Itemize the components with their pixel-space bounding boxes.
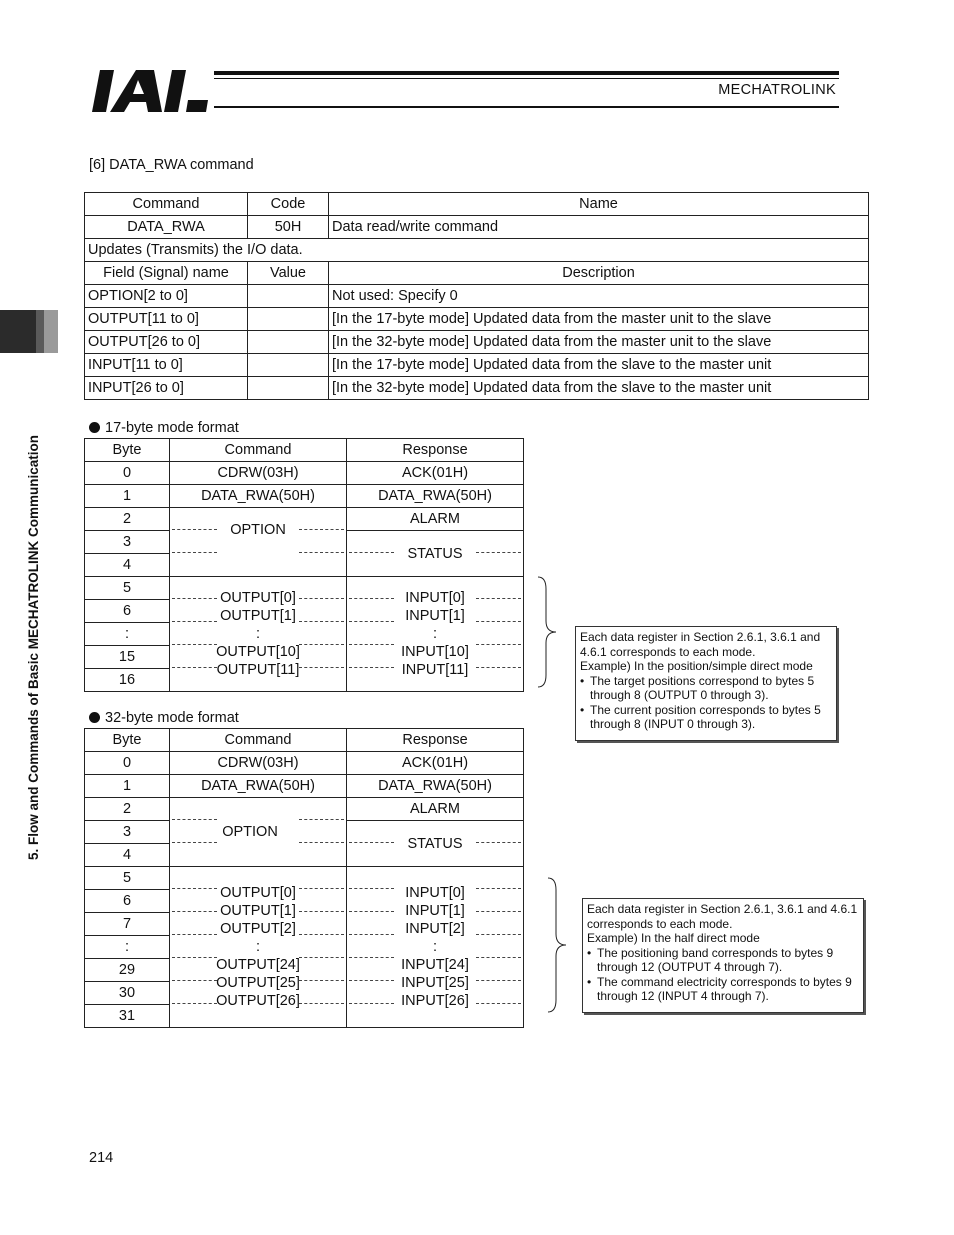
section-title: [6] DATA_RWA command xyxy=(89,157,254,173)
divider-dash xyxy=(172,957,217,958)
byte-cell: : xyxy=(85,936,170,959)
output-block xyxy=(170,867,347,1028)
brace-icon xyxy=(546,876,570,1014)
command-cell: CDRW(03H) xyxy=(170,752,347,775)
chapter-tab-light xyxy=(44,310,58,353)
divider-dash xyxy=(476,934,521,935)
byte-cell: 29 xyxy=(85,959,170,982)
divider-dash xyxy=(299,888,344,889)
header-byte: Byte xyxy=(85,439,170,462)
input-item: INPUT[0] xyxy=(405,590,465,606)
command-cell: DATA_RWA(50H) xyxy=(170,485,347,508)
divider-dash xyxy=(476,552,521,553)
divider-dash xyxy=(172,934,217,935)
header-label: MECHATROLINK xyxy=(718,82,836,98)
header-byte: Byte xyxy=(85,729,170,752)
divider-dash xyxy=(172,842,217,843)
table-row xyxy=(85,354,869,377)
divider-dash xyxy=(172,667,217,668)
option-cell xyxy=(170,798,347,867)
option-cell xyxy=(170,508,347,577)
byte-cell: 31 xyxy=(85,1005,170,1028)
input-item: INPUT[25] xyxy=(401,975,469,991)
byte-cell: 2 xyxy=(85,508,170,531)
field-description: [In the 32-byte mode] Updated data from the slave to the master unit xyxy=(329,377,869,400)
field-description: Not used: Specify 0 xyxy=(329,285,869,308)
byte-cell: 2 xyxy=(85,798,170,821)
divider-dash xyxy=(299,598,344,599)
header-rule-bottom xyxy=(214,106,839,108)
note-line: Each data register in Section 2.6.1, 3.6.1 and 4.6.1 corresponds to each mode. xyxy=(580,630,821,659)
chapter-tab-shade xyxy=(36,310,44,353)
divider-dash xyxy=(349,667,394,668)
format32-title xyxy=(89,710,239,726)
option-label: OPTION xyxy=(230,522,286,538)
field-name: INPUT[11 to 0] xyxy=(85,354,248,377)
bullet-icon xyxy=(89,422,100,433)
header-code: Code xyxy=(248,193,329,216)
output-item: OUTPUT[0] xyxy=(220,885,296,901)
byte-cell: 15 xyxy=(85,646,170,669)
field-value xyxy=(248,377,329,400)
byte-cell: 1 xyxy=(85,485,170,508)
status-label: STATUS xyxy=(407,835,463,852)
divider-dash xyxy=(349,598,394,599)
divider-dash xyxy=(349,934,394,935)
header-rule-thin xyxy=(214,78,839,79)
divider-dash xyxy=(172,980,217,981)
byte-cell: 6 xyxy=(85,890,170,913)
output-item: OUTPUT[0] xyxy=(220,590,296,606)
output-item: OUTPUT[1] xyxy=(220,608,296,624)
header-response: Response xyxy=(347,439,524,462)
command-cell: DATA_RWA(50H) xyxy=(170,775,347,798)
field-name: OUTPUT[26 to 0] xyxy=(85,331,248,354)
note-list xyxy=(580,674,832,732)
divider-dash xyxy=(349,888,394,889)
note-bullet: • The current position corresponds to bytes 5 through 8 (INPUT 0 through 3). xyxy=(590,703,832,732)
note-line: Example) In the half direct mode xyxy=(587,931,760,945)
header-name: Name xyxy=(329,193,869,216)
status-cell xyxy=(347,821,524,867)
byte-cell: 5 xyxy=(85,867,170,890)
table-row xyxy=(85,331,869,354)
byte-cell: 4 xyxy=(85,554,170,577)
divider-dash xyxy=(299,1003,344,1004)
header-description: Description xyxy=(329,262,869,285)
output-block xyxy=(170,577,347,692)
response-cell: DATA_RWA(50H) xyxy=(347,775,524,798)
divider-dash xyxy=(299,934,344,935)
field-value xyxy=(248,331,329,354)
alarm-cell: ALARM xyxy=(347,508,524,531)
divider-dash xyxy=(476,644,521,645)
input-item: INPUT[1] xyxy=(405,608,465,624)
output-item: OUTPUT[2] xyxy=(220,921,296,937)
command-table xyxy=(84,192,869,400)
output-item: OUTPUT[25] xyxy=(216,975,300,991)
output-item: OUTPUT[10] xyxy=(216,644,300,660)
byte-cell: 0 xyxy=(85,752,170,775)
chapter-side-title: 5. Flow and Commands of Basic MECHATROLINK Communication xyxy=(26,434,41,860)
chapter-tab-marker xyxy=(0,310,36,353)
divider-dash xyxy=(476,667,521,668)
input-item: INPUT[26] xyxy=(401,993,469,1009)
divider-dash xyxy=(299,980,344,981)
divider-dash xyxy=(476,598,521,599)
byte-cell: 7 xyxy=(85,913,170,936)
divider-dash xyxy=(476,842,521,843)
input-item: INPUT[24] xyxy=(401,957,469,973)
note-bullet: • The positioning band corresponds to bytes 9 through 12 (OUTPUT 4 through 7). xyxy=(597,946,859,975)
format17-table xyxy=(84,438,524,692)
divider-dash xyxy=(349,552,394,553)
byte-cell: 5 xyxy=(85,577,170,600)
input-block xyxy=(347,577,524,692)
divider-dash xyxy=(349,842,394,843)
byte-cell: 0 xyxy=(85,462,170,485)
field-value xyxy=(248,354,329,377)
byte-cell: 4 xyxy=(85,844,170,867)
header-command: Command xyxy=(170,439,347,462)
byte-cell: : xyxy=(85,623,170,646)
note-list xyxy=(587,946,859,1004)
header-command: Command xyxy=(85,193,248,216)
divider-dash xyxy=(349,621,394,622)
field-name: OPTION[2 to 0] xyxy=(85,285,248,308)
divider-dash xyxy=(349,957,394,958)
option-label: OPTION xyxy=(222,824,278,840)
input-item: INPUT[2] xyxy=(405,921,465,937)
input-item: INPUT[11] xyxy=(401,662,469,678)
divider-dash xyxy=(476,957,521,958)
divider-dash xyxy=(172,911,217,912)
table-row xyxy=(85,377,869,400)
divider-dash xyxy=(172,1003,217,1004)
header-rule-thick xyxy=(214,71,839,75)
divider-dash xyxy=(172,598,217,599)
command-summary: Updates (Transmits) the I/O data. xyxy=(85,239,869,262)
field-name: OUTPUT[11 to 0] xyxy=(85,308,248,331)
field-name: INPUT[26 to 0] xyxy=(85,377,248,400)
field-value xyxy=(248,308,329,331)
status-label: STATUS xyxy=(407,545,463,562)
output-item: : xyxy=(255,626,261,642)
divider-dash xyxy=(299,644,344,645)
format32-table xyxy=(84,728,524,1028)
divider-dash xyxy=(299,819,344,820)
command-cell: DATA_RWA xyxy=(85,216,248,239)
divider-dash xyxy=(172,621,217,622)
output-item: OUTPUT[1] xyxy=(220,903,296,919)
divider-dash xyxy=(349,911,394,912)
header-value: Value xyxy=(248,262,329,285)
byte-cell: 3 xyxy=(85,531,170,554)
field-value xyxy=(248,285,329,308)
note-bullet: • The command electricity corresponds to bytes 9 through 12 (INPUT 4 through 7). xyxy=(597,975,859,1004)
byte-cell: 6 xyxy=(85,600,170,623)
byte-cell: 30 xyxy=(85,982,170,1005)
header-response: Response xyxy=(347,729,524,752)
divider-dash xyxy=(172,529,217,530)
input-item: INPUT[1] xyxy=(405,903,465,919)
divider-dash xyxy=(299,842,344,843)
divider-dash xyxy=(299,552,344,553)
divider-dash xyxy=(172,888,217,889)
divider-dash xyxy=(476,1003,521,1004)
input-block xyxy=(347,867,524,1028)
table-row xyxy=(85,285,869,308)
command-cell: CDRW(03H) xyxy=(170,462,347,485)
divider-dash xyxy=(476,621,521,622)
byte-cell: 16 xyxy=(85,669,170,692)
format17-title xyxy=(89,420,239,436)
note-32byte xyxy=(582,898,864,1013)
divider-dash xyxy=(299,621,344,622)
input-item: : xyxy=(432,939,438,955)
brace-icon xyxy=(536,575,560,690)
input-item: INPUT[0] xyxy=(405,885,465,901)
header-field-name: Field (Signal) name xyxy=(85,262,248,285)
header-command: Command xyxy=(170,729,347,752)
divider-dash xyxy=(349,980,394,981)
divider-dash xyxy=(299,529,344,530)
output-item: OUTPUT[26] xyxy=(216,993,300,1009)
output-item: OUTPUT[11] xyxy=(216,662,300,678)
response-cell: DATA_RWA(50H) xyxy=(347,485,524,508)
response-cell: ACK(01H) xyxy=(347,752,524,775)
divider-dash xyxy=(476,888,521,889)
divider-dash xyxy=(349,644,394,645)
note-line: Example) In the position/simple direct mode xyxy=(580,659,813,673)
output-item: OUTPUT[24] xyxy=(216,957,300,973)
divider-dash xyxy=(172,552,217,553)
divider-dash xyxy=(172,819,217,820)
divider-dash xyxy=(299,911,344,912)
output-item: : xyxy=(255,939,261,955)
status-cell xyxy=(347,531,524,577)
name-cell: Data read/write command xyxy=(329,216,869,239)
bullet-icon xyxy=(89,712,100,723)
code-cell: 50H xyxy=(248,216,329,239)
field-description: [In the 17-byte mode] Updated data from the slave to the master unit xyxy=(329,354,869,377)
note-bullet: • The target positions correspond to bytes 5 through 8 (OUTPUT 0 through 3). xyxy=(590,674,832,703)
divider-dash xyxy=(476,911,521,912)
iai-logo xyxy=(92,70,210,112)
note-line: Each data register in Section 2.6.1, 3.6.1 and 4.6.1 corresponds to each mode. xyxy=(587,902,858,931)
divider-dash xyxy=(476,980,521,981)
page-number: 214 xyxy=(89,1150,114,1166)
field-description: [In the 32-byte mode] Updated data from the master unit to the slave xyxy=(329,331,869,354)
format32-title-text: 32-byte mode format xyxy=(105,710,239,726)
table-row xyxy=(85,308,869,331)
format17-title-text: 17-byte mode format xyxy=(105,420,239,436)
divider-dash xyxy=(299,957,344,958)
byte-cell: 3 xyxy=(85,821,170,844)
alarm-cell: ALARM xyxy=(347,798,524,821)
note-17byte xyxy=(575,626,837,741)
divider-dash xyxy=(349,1003,394,1004)
byte-cell: 1 xyxy=(85,775,170,798)
input-item: : xyxy=(432,626,438,642)
response-cell: ACK(01H) xyxy=(347,462,524,485)
input-item: INPUT[10] xyxy=(401,644,469,660)
divider-dash xyxy=(299,667,344,668)
field-description: [In the 17-byte mode] Updated data from the master unit to the slave xyxy=(329,308,869,331)
divider-dash xyxy=(172,644,217,645)
